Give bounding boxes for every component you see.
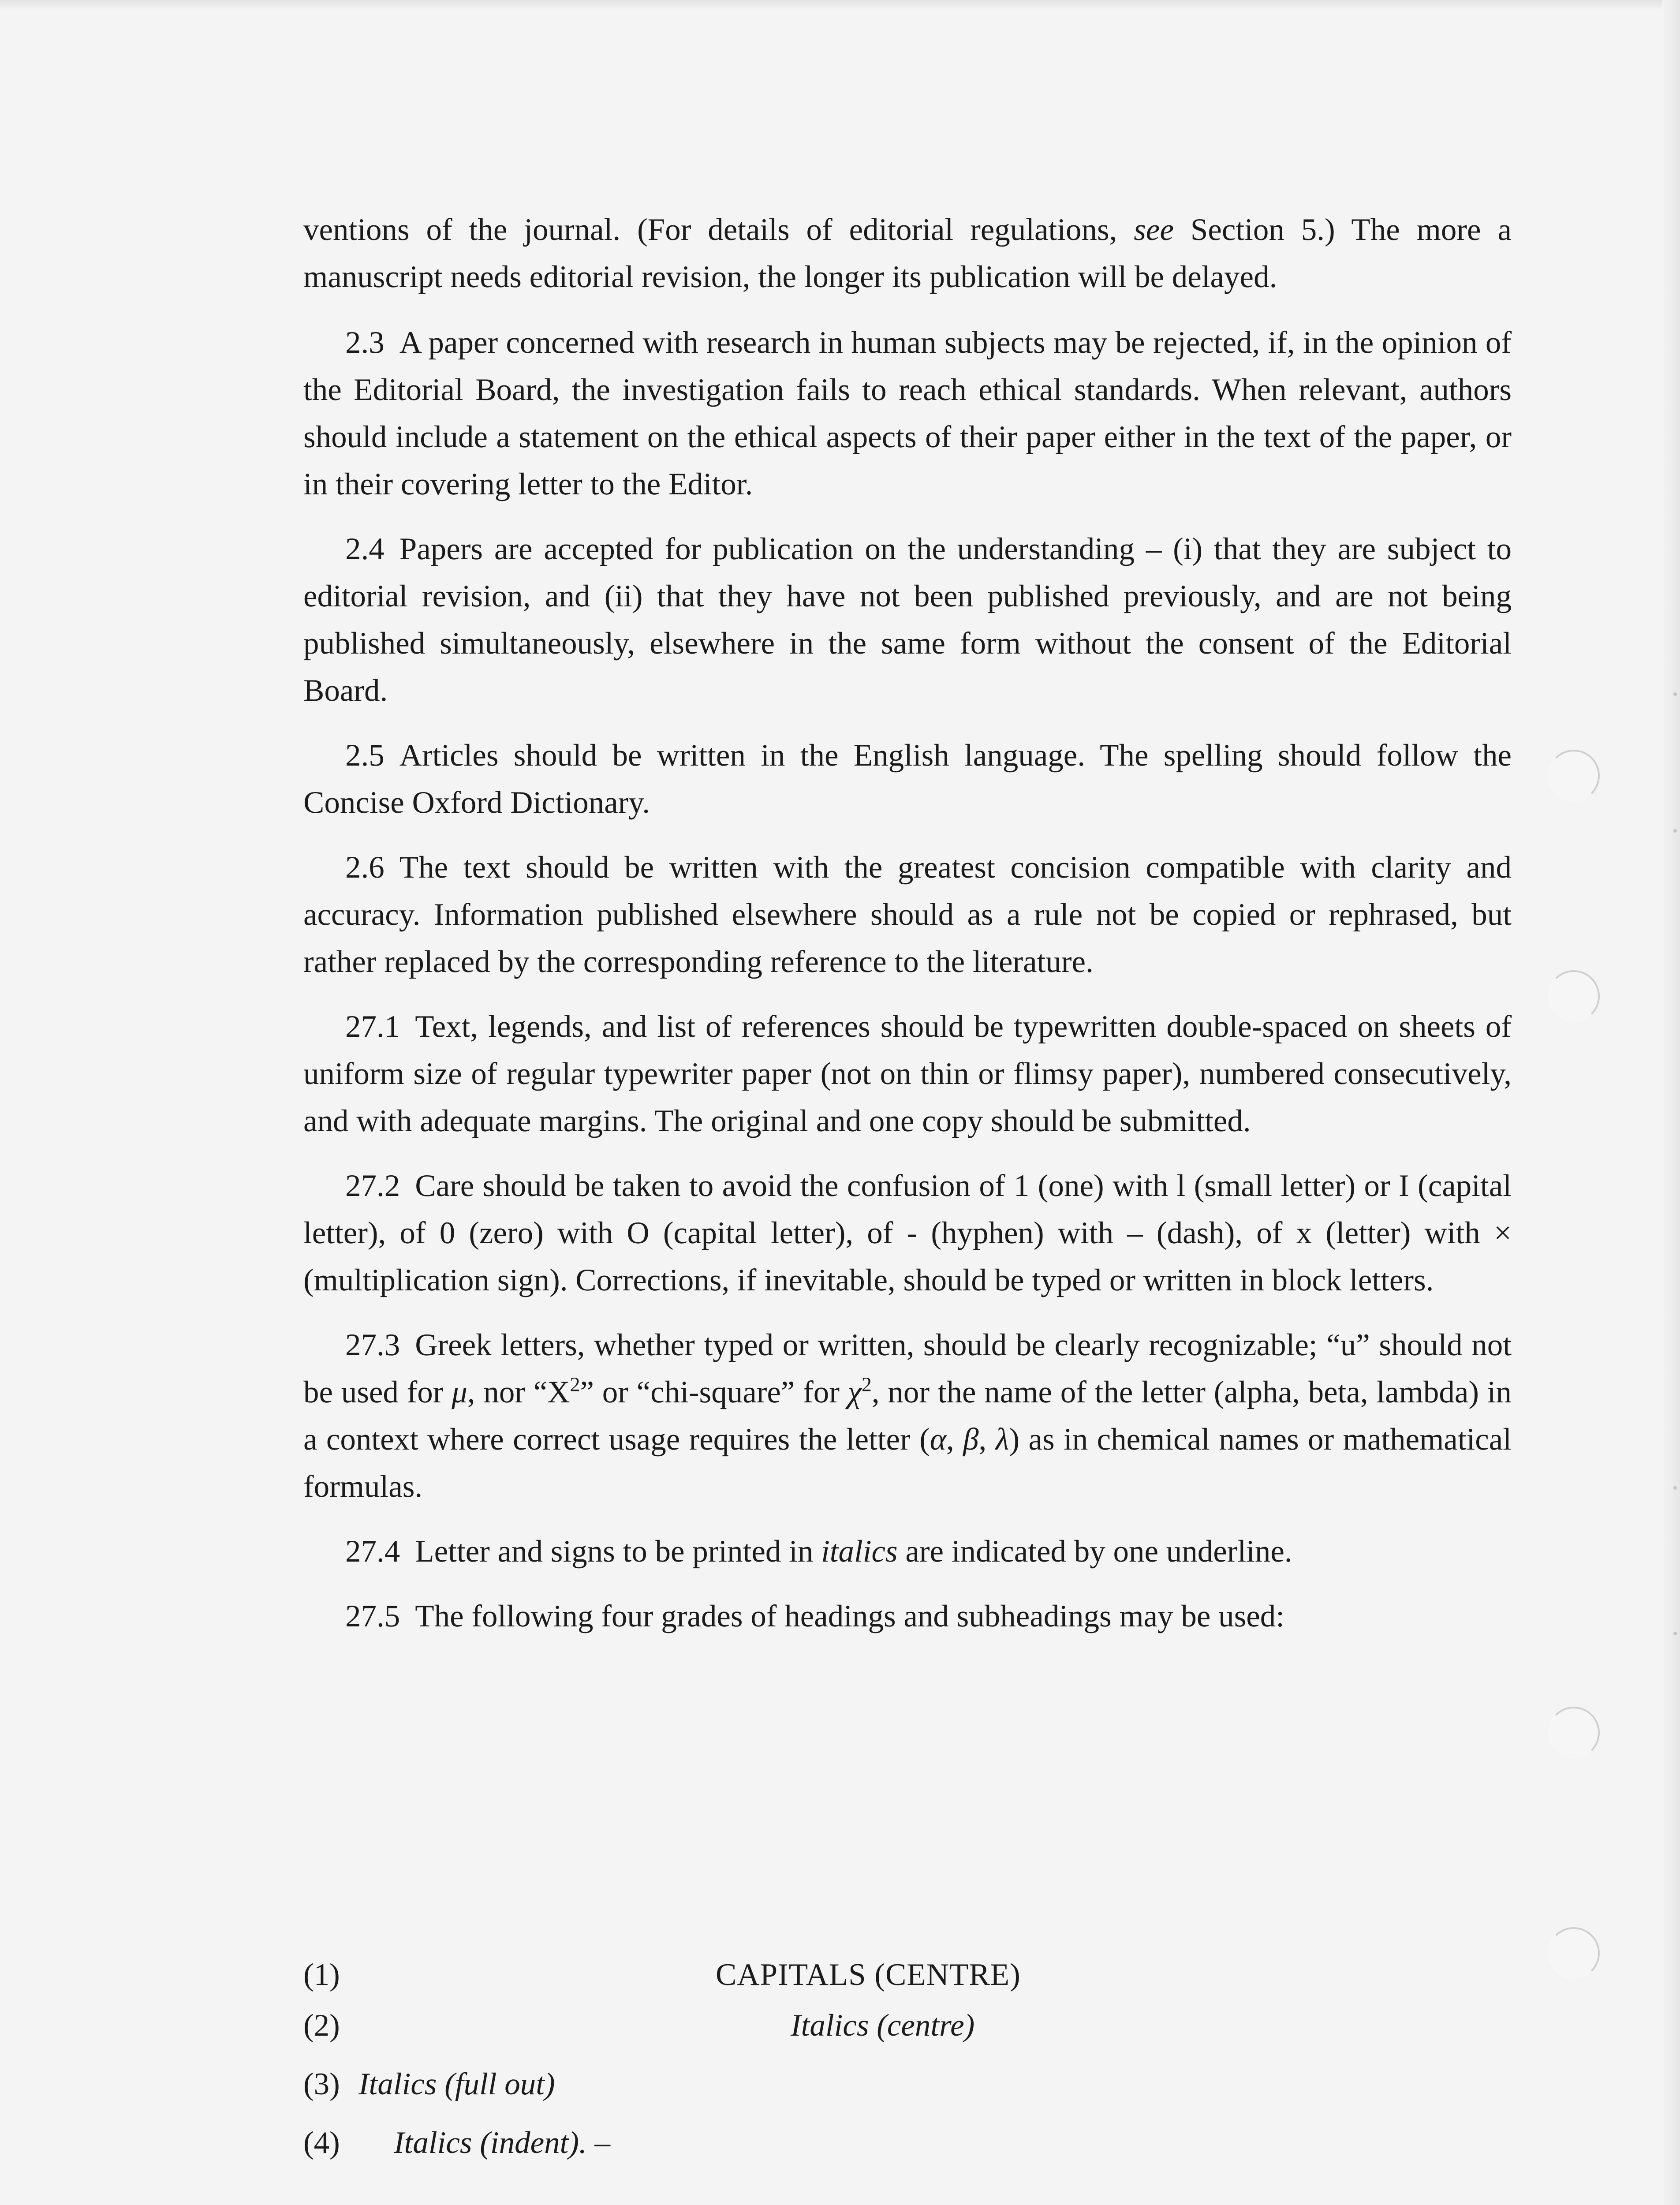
binder-hole-3: [1548, 1707, 1600, 1759]
text-run: , nor the name of the letter (alpha, beta, lambda) in a context where correct usage requires the letter (: [303, 1375, 1512, 1457]
text-run: Letter and signs to be printed in: [415, 1534, 821, 1569]
text-run: The following four grades of headings and subheadings may be used:: [415, 1599, 1284, 1633]
heading-grade-example: Italics (full out): [358, 2067, 555, 2101]
margin-mark: [1673, 1486, 1677, 1490]
paragraph-number: 2.3: [345, 325, 385, 360]
binder-hole-1: [1548, 750, 1600, 802]
text-run: Care should be taken to avoid the confusion of 1 (one) with l (small letter) or I (capital letter), of 0 (zero) with O (capital letter), of - (hyphen) with – (dash), of x (letter) with × (multiplication sign). Corrections, if inevitable, should be typed or written in block letters.: [303, 1169, 1512, 1297]
text-run: , nor “X: [467, 1375, 570, 1409]
margin-mark: [1673, 829, 1677, 833]
heading-grade-1: [303, 1951, 1512, 1999]
text-run: Papers are accepted for publication on the understanding – (i) that they are subject to editorial revision, and (ii) that they have not been published previously, and are not being published simultaneously, elsewhere in the same form without the consent of the Editorial Board.: [303, 532, 1512, 708]
heading-grade-number: (3): [303, 2067, 340, 2101]
margin-mark: [1673, 692, 1677, 696]
text-run: ” or “chi-square” for: [580, 1375, 848, 1409]
paragraph-number: 27.4: [345, 1534, 400, 1569]
italic-text: β: [963, 1422, 979, 1457]
paragraph-number: 27.3: [345, 1328, 400, 1362]
heading-grades-list: [303, 1951, 1512, 2167]
paragraph: [303, 732, 1512, 826]
scan-edge-right: [1662, 0, 1680, 2205]
italic-text: italics: [821, 1534, 898, 1569]
italic-text: μ: [452, 1375, 467, 1409]
paragraph-number: 27.2: [345, 1169, 400, 1203]
paragraph: [303, 1528, 1512, 1575]
heading-grade-example: Italics (centre): [791, 2008, 975, 2043]
paragraph: [303, 526, 1512, 714]
superscript: 2: [570, 1373, 580, 1396]
text-run: ventions of the journal. (For details of editorial regulations,: [303, 213, 1134, 247]
text-run: The text should be written with the greatest concision compatible with clarity and accuracy. Information published elsewhere should as a rule not be copied or rephrased, but rather replaced by the corresponding reference to the literature.: [303, 850, 1512, 979]
heading-grade-number: (2): [303, 2008, 340, 2043]
text-run: Greek letters, whether typed or written, should be clearly recognizable; “u” should not be used for: [303, 1328, 1512, 1409]
heading-grade-2: [303, 2002, 1512, 2049]
heading-grade-number: (1): [303, 1958, 340, 1992]
scan-edge-top: [0, 0, 1680, 10]
text-run: ) as in chemical names or mathematical formulas.: [303, 1422, 1512, 1504]
italic-text: α: [930, 1422, 946, 1457]
paragraph: [303, 1162, 1512, 1304]
paragraph: [303, 844, 1512, 986]
paragraph: [303, 1593, 1512, 1640]
paragraph-number: 2.4: [345, 532, 385, 566]
text-run: ,: [978, 1422, 996, 1457]
paragraph: [303, 206, 1512, 301]
text-run: Section 5.) The more a manuscript needs editorial revision, the longer its publication will be delayed.: [303, 213, 1512, 294]
superscript: 2: [861, 1373, 872, 1396]
paragraph-number: 2.6: [345, 850, 385, 885]
binder-hole-2: [1548, 970, 1600, 1022]
heading-grade-example: CAPITALS (CENTRE): [716, 1958, 1021, 1992]
paragraph: [303, 1322, 1512, 1510]
paragraph-number: 27.5: [345, 1599, 400, 1633]
paragraph-number: 27.1: [345, 1009, 400, 1044]
text-run: A paper concerned with research in human subjects may be rejected, if, in the opinion of the Editorial Board, the investigation fails to reach ethical standards. When relevant, authors should include a statement on the ethical aspects of their paper either in the text of the paper, or in their covering letter to the Editor.: [303, 325, 1512, 501]
heading-grade-number: (4): [303, 2126, 340, 2160]
italic-text: see: [1134, 213, 1174, 247]
binder-hole-4: [1548, 1927, 1600, 1979]
text-run: Text, legends, and list of references should be typewritten double-spaced on sheets of uniform size of regular typewriter paper (not on thin or flimsy paper), numbered consecutively, and with adequate margins. The original and one copy should be submitted.: [303, 1009, 1512, 1138]
paragraph: [303, 319, 1512, 508]
margin-mark: [1673, 1632, 1677, 1635]
heading-grade-example: Italics (indent). –: [394, 2126, 610, 2160]
body-text: [303, 206, 1512, 1658]
text-run: are indicated by one underline.: [897, 1534, 1292, 1569]
heading-grade-4: [303, 2119, 1512, 2167]
text-run: Articles should be written in the English language. The spelling should follow the Concise Oxford Dictionary.: [303, 738, 1512, 820]
italic-text: λ: [995, 1422, 1009, 1457]
text-run: ,: [946, 1422, 963, 1457]
italic-text: χ: [847, 1375, 862, 1409]
heading-grade-3: [303, 2061, 1512, 2108]
paragraph-number: 2.5: [345, 738, 385, 773]
paragraph: [303, 1003, 1512, 1145]
